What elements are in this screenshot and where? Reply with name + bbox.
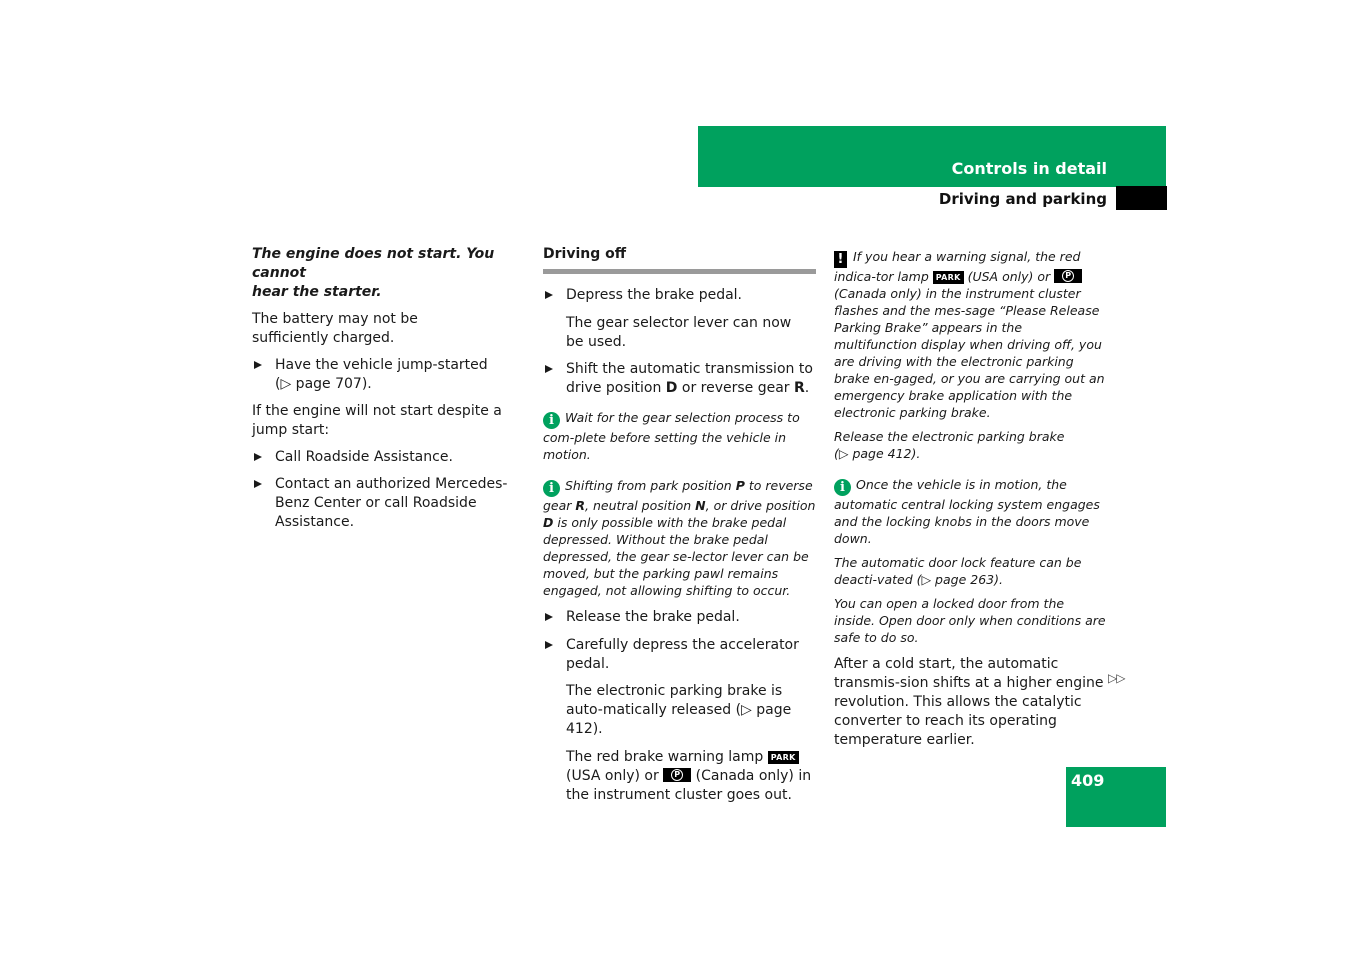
info-note-text: The automatic door lock feature can be deacti-vated (▷ page 263).	[834, 555, 1082, 587]
paragraph: After a cold start, the automatic transmis-sion shifts at a higher engine revolution. This allows the catalytic converter to reach its operating temperature earlier.	[834, 656, 1104, 748]
info-icon: i	[834, 479, 851, 496]
engine-no-start-heading	[252, 245, 522, 302]
bullet-text: Shift the automatic transmission to drive position D or reverse gear R.	[566, 361, 813, 396]
driving-off-heading: Driving off	[543, 245, 816, 274]
bullet-text: Depress the brake pedal.	[566, 287, 743, 303]
list-item	[543, 636, 801, 674]
page-reference: (▷ page 707).	[275, 376, 372, 392]
sub-paragraph: The gear selector lever can now be used.	[566, 315, 792, 350]
column-3	[834, 248, 1106, 750]
warning-note: ! If you hear a warning signal, the red indica-tor lamp PARK (USA only) or P (Canada only) in the instrument cluster flashes and the mes-sage “Please Release Parking Brake” appears in the multifunction display when driving off, you are driving with the electronic parking brake en-gaged, or you are carrying out an emergency brake application with the electronic parking brake.	[834, 249, 1105, 420]
bullet-text: Release the brake pedal.	[566, 609, 740, 625]
bullet-text: Carefully depress the accelerator pedal.	[566, 637, 799, 672]
paragraph: If the engine will not start despite a jump start:	[252, 403, 502, 438]
bullet-text: Have the vehicle jump-started	[275, 357, 488, 373]
list-item	[252, 356, 522, 394]
bullet-icon	[545, 291, 553, 299]
info-note-text: You can open a locked door from the inside. Open door only when conditions are safe to do so.	[834, 596, 1106, 645]
sub-paragraph: The red brake warning lamp PARK (USA only) or P (Canada only) in the instrument cluster goes out.	[566, 749, 812, 803]
continued-marker: ▷▷	[1108, 671, 1125, 685]
bullet-icon	[545, 641, 553, 649]
chapter-title: Controls in detail	[951, 159, 1107, 178]
heading-line-2: hear the starter.	[252, 284, 382, 300]
info-note: i Wait for the gear selection process to com-plete before setting the vehicle in motion.	[543, 410, 800, 462]
bullet-icon	[254, 453, 262, 461]
paragraph: The battery may not be sufficiently charged.	[252, 311, 418, 346]
bullet-text: Call Roadside Assistance.	[275, 449, 453, 465]
list-item	[252, 448, 522, 467]
section-marker	[1116, 186, 1167, 210]
list-item	[543, 608, 816, 627]
sub-paragraph: The electronic parking brake is auto-matically released (▷ page 412).	[566, 683, 792, 737]
bullet-icon	[545, 613, 553, 621]
list-item	[543, 286, 816, 305]
bullet-icon	[254, 361, 262, 369]
info-note: i Shifting from park position P to reverse gear R, neutral position N, or drive position D is only possible with the brake pedal depressed. Without the brake pedal depressed, the gear se-lector lever can be moved, but the parking pawl remains engaged, not allowing shifting to occur.	[543, 478, 816, 598]
page-number: 409	[1071, 771, 1105, 790]
park-lamp-icon: PARK	[933, 271, 964, 284]
bullet-icon	[545, 365, 553, 373]
column-2	[543, 245, 816, 805]
column-1	[252, 245, 522, 532]
info-icon: i	[543, 412, 560, 429]
parking-brake-icon: P	[1054, 269, 1082, 283]
park-lamp-icon: PARK	[768, 751, 799, 764]
list-item	[543, 360, 816, 398]
warning-icon: !	[834, 251, 847, 268]
info-note: i Once the vehicle is in motion, the automatic central locking system engages and the locking knobs in the doors move down.	[834, 477, 1100, 546]
list-item	[252, 475, 522, 532]
bullet-icon	[254, 480, 262, 488]
parking-brake-icon: P	[663, 768, 691, 782]
info-icon: i	[543, 480, 560, 497]
heading-line-1: The engine does not start. You cannot	[252, 246, 495, 281]
section-title: Driving and parking	[938, 190, 1107, 208]
warning-note-release: Release the electronic parking brake (▷ page 412).	[834, 429, 1065, 461]
bullet-text: Contact an authorized Mercedes-Benz Center or call Roadside Assistance.	[275, 476, 508, 530]
